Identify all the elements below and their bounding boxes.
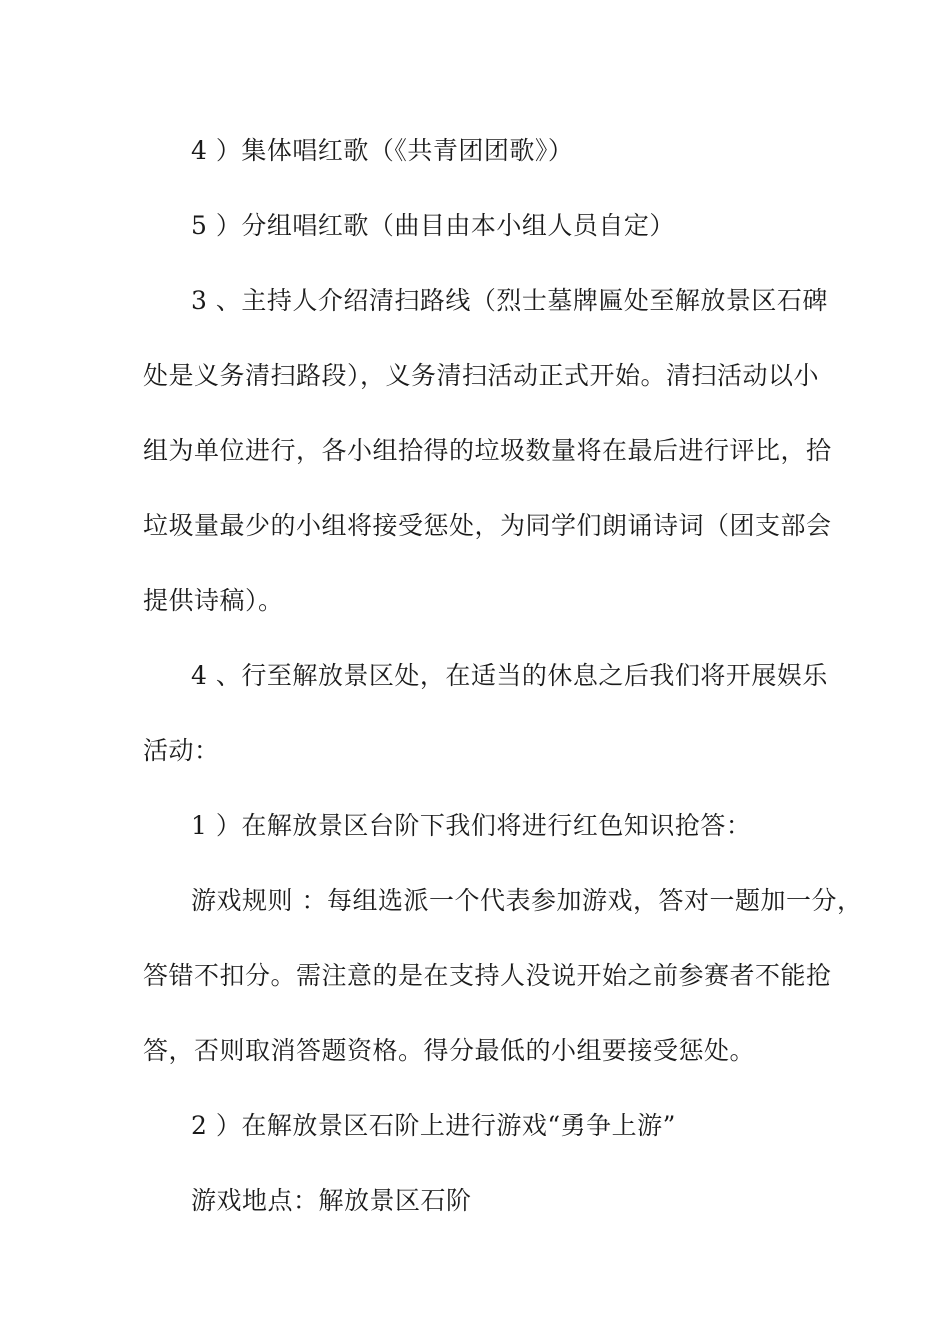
text-line: 答，否则取消答题资格。得分最低的小组要接受惩处。 [143, 1036, 756, 1065]
text-line: 4 ）集体唱红歌（《共青团团歌》） [191, 136, 574, 165]
text-line: 5 ）分组唱红歌（曲目由本小组人员自定） [191, 211, 675, 240]
text-line: 1 ）在解放景区台阶下我们将进行红色知识抢答： [191, 811, 752, 840]
text-line: 游戏地点：解放景区石阶 [191, 1186, 472, 1215]
text-line: 组为单位进行，各小组拾得的垃圾数量将在最后进行评比，拾 [143, 436, 832, 465]
text-line: 4 、行至解放景区处，在适当的休息之后我们将开展娱乐 [191, 661, 828, 690]
text-line: 垃圾量最少的小组将接受惩处，为同学们朗诵诗词（团支部会 [143, 511, 832, 540]
text-line: 3 、主持人介绍清扫路线（烈士墓牌匾处至解放景区石碑 [191, 286, 828, 315]
text-line: 答错不扣分。需注意的是在支持人没说开始之前参赛者不能抢 [143, 961, 832, 990]
text-line: 游戏规则 ：每组选派一个代表参加游戏，答对一题加一分， [191, 886, 863, 915]
text-line: 提供诗稿）。 [143, 586, 284, 615]
text-line: 活动： [143, 736, 220, 765]
text-line: 处是义务清扫路段），义务清扫活动正式开始。清扫活动以小 [143, 361, 820, 390]
text-line: 2 ）在解放景区石阶上进行游戏“勇争上游” [191, 1111, 676, 1140]
